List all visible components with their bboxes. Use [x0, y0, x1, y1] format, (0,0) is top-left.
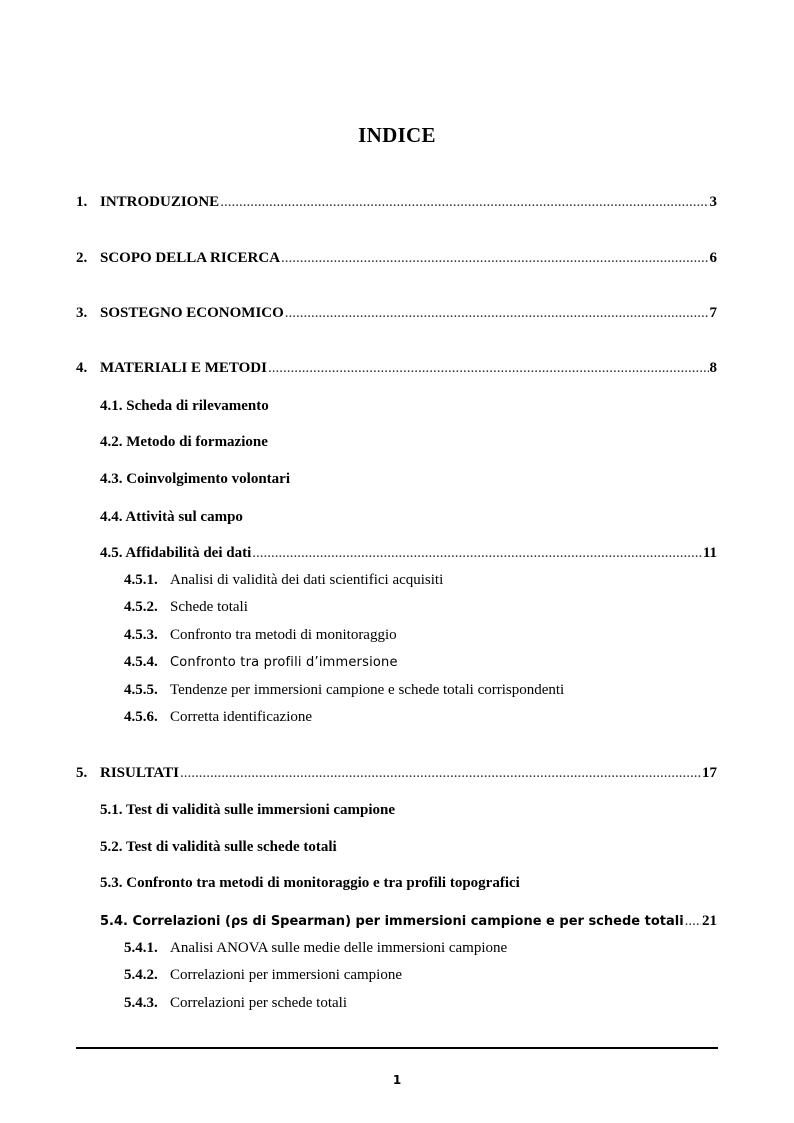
toc-title: MATERIALI E METODI [100, 360, 267, 376]
toc-title: Confronto tra metodi di monitoraggio [170, 627, 397, 643]
toc-subsub-4-5-3[interactable] [124, 625, 397, 645]
toc-subsub-4-5-5[interactable] [124, 680, 564, 700]
toc-subsub-4-5-4[interactable] [124, 652, 398, 673]
toc-title: Correlazioni per schede totali [170, 995, 348, 1011]
toc-subsub-4-5-1[interactable] [124, 570, 443, 590]
dot-leader [281, 248, 708, 268]
toc-sub-4-3[interactable]: 4.3. Coinvolgimento volontari [100, 471, 290, 487]
toc-page-number: 7 [709, 305, 717, 321]
toc-subsub-5-4-2[interactable] [124, 965, 402, 985]
toc-number: 5.4.1. [124, 940, 158, 956]
toc-number: 4.5.1. [124, 572, 158, 588]
footer-divider [76, 1047, 718, 1049]
dot-leader [220, 192, 708, 212]
toc-title: Tendenze per immersioni campione e schede totali corrispondenti [170, 682, 565, 698]
dot-leader [285, 303, 709, 323]
dot-leader [685, 911, 701, 931]
toc-number: 5.4.2. [124, 967, 158, 983]
toc-page-number: 11 [702, 545, 717, 561]
dot-leader [252, 543, 702, 563]
toc-page-number: 17 [702, 765, 717, 781]
toc-page-number: 3 [709, 194, 717, 210]
toc-entry-materiali[interactable] [76, 358, 717, 378]
toc-page-number: 8 [709, 360, 717, 376]
toc-sub-4-1[interactable]: 4.1. Scheda di rilevamento [100, 398, 269, 414]
toc-title: Schede totali [170, 599, 248, 615]
toc-number: 4.5.5. [124, 682, 158, 698]
toc-number: 4.5.6. [124, 709, 158, 725]
toc-sub-5-2[interactable]: 5.2. Test di validità sulle schede totali [100, 839, 337, 855]
toc-title: Analisi ANOVA sulle medie delle immersioni campione [170, 940, 508, 956]
toc-subsub-4-5-6[interactable] [124, 707, 312, 727]
toc-number: 2. [76, 250, 88, 266]
toc-number: 4. [76, 360, 88, 376]
dot-leader [180, 763, 701, 783]
toc-title: SCOPO DELLA RICERCA [100, 250, 281, 266]
toc-number: 3. [76, 305, 88, 321]
toc-number: 4.5.3. [124, 627, 158, 643]
toc-sub-5-3[interactable]: 5.3. Confronto tra metodi di monitoraggio e tra profili topografici [100, 875, 520, 891]
toc-entry-sostegno[interactable] [76, 303, 717, 323]
toc-entry-risultati[interactable] [76, 763, 717, 783]
toc-number: 5.4.3. [124, 995, 158, 1011]
toc-entry-scopo[interactable] [76, 248, 717, 268]
toc-sub-4-5[interactable] [100, 543, 717, 563]
dot-leader [268, 358, 709, 378]
toc-sub-4-2[interactable]: 4.2. Metodo di formazione [100, 434, 268, 450]
toc-subsub-4-5-2[interactable] [124, 597, 248, 617]
toc-title: 5.4. Correlazioni (ρs di Spearman) per immersioni campione e per schede totali [100, 914, 684, 929]
toc-title: Analisi di validità dei dati scientifici acquisiti [170, 572, 444, 588]
toc-number: 5. [76, 765, 88, 781]
toc-page-number: 6 [709, 250, 717, 266]
toc-title: Corretta identificazione [170, 709, 313, 725]
toc-title: Confronto tra profili d’immersione [170, 655, 398, 670]
toc-title: Correlazioni per immersioni campione [170, 967, 403, 983]
page-title: INDICE [358, 123, 436, 147]
toc-title: RISULTATI [100, 765, 179, 781]
toc-title: INTRODUZIONE [100, 194, 220, 210]
toc-sub-5-4[interactable] [100, 911, 717, 932]
toc-subsub-5-4-1[interactable] [124, 938, 507, 958]
toc-number: 1. [76, 194, 88, 210]
toc-page-number: 21 [702, 913, 717, 929]
toc-subsub-5-4-3[interactable] [124, 993, 347, 1013]
toc-title: 4.5. Affidabilità dei dati [100, 545, 252, 561]
page-number: 1 [392, 1073, 402, 1087]
toc-title: SOSTEGNO ECONOMICO [100, 305, 284, 321]
toc-number: 4.5.2. [124, 599, 158, 615]
toc-entry-introduzione[interactable] [76, 192, 717, 212]
toc-sub-4-4[interactable]: 4.4. Attività sul campo [100, 509, 243, 525]
toc-number: 4.5.4. [124, 654, 158, 670]
toc-sub-5-1[interactable]: 5.1. Test di validità sulle immersioni campione [100, 802, 396, 818]
